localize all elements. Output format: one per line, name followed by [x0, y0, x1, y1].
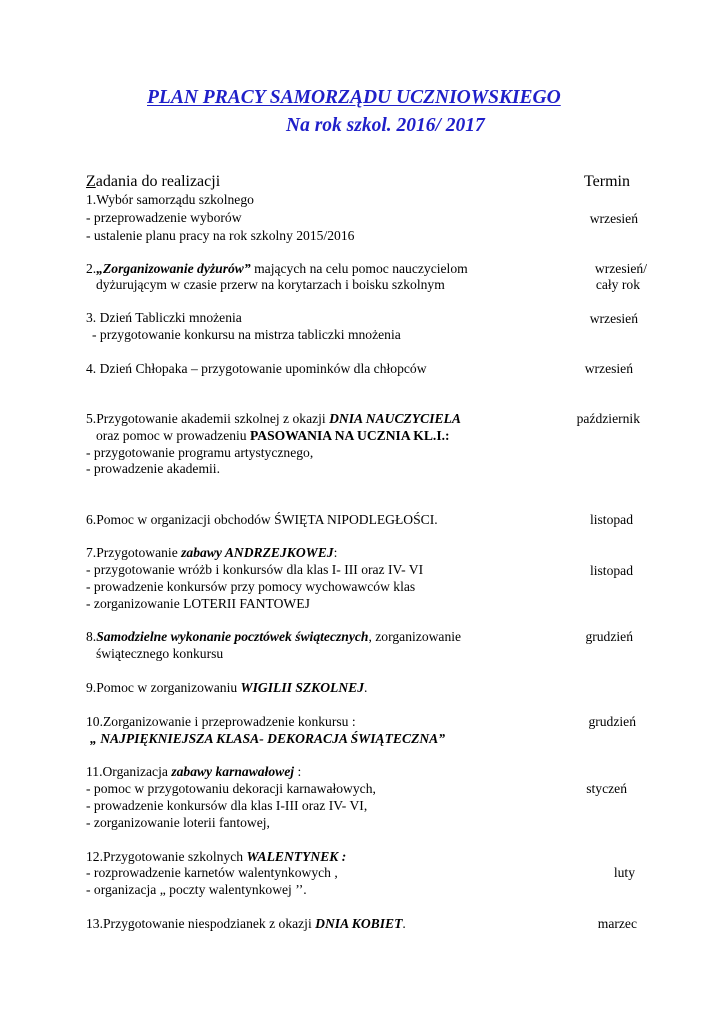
item-7-term: listopad: [589, 563, 633, 578]
item-7-line-2: - przygotowanie wróżb i konkursów dla klas I- III oraz IV- VI: [86, 562, 424, 577]
term-header: Termin: [584, 173, 630, 190]
item-4-term: wrzesień: [584, 361, 633, 376]
page-title: PLAN PRACY SAMORZĄDU UCZNIOWSKIEGO: [147, 87, 561, 108]
item-7-line-1: [86, 545, 337, 561]
item-1-line-2: - przeprowadzenie wyborów: [86, 210, 242, 225]
item-7-post: :: [333, 545, 338, 560]
item-11-text: 11.Organizacja: [86, 764, 172, 779]
item-3-line-1: 3. Dzień Tabliczki mnożenia: [86, 310, 242, 325]
item-8-line-1: [86, 629, 461, 645]
item-12-line-3: - organizacja „ poczty walentynkowej ’’.: [86, 882, 307, 897]
item-7-emphasis: zabawy ANDRZEJKOWEJ: [181, 545, 334, 560]
item-7-text: 7.Przygotowanie: [86, 545, 182, 560]
item-8-emphasis: Samodzielne wykonanie pocztówek świątecznych: [96, 629, 369, 644]
item-2-term-2: cały rok: [595, 277, 640, 292]
item-3-line-2: - przygotowanie konkursu na mistrza tabliczki mnożenia: [92, 327, 401, 342]
item-9-post: .: [364, 680, 368, 695]
item-11-line-3: - prowadzenie konkursów dla klas I-III oraz IV- VI,: [86, 798, 368, 813]
item-11-line-2: - pomoc w przygotowaniu dekoracji karnawałowych,: [86, 781, 376, 796]
tasks-header-rest: adania do realizacji: [95, 173, 221, 190]
item-11-post: :: [294, 764, 302, 779]
item-3-term: wrzesień: [589, 311, 638, 326]
item-2-emphasis: „Zorganizowanie dyżurów”: [96, 261, 251, 276]
item-6-line-1: 6.Pomoc w organizacji obchodów ŚWIĘTA NIPODLEGŁOŚCI.: [86, 512, 438, 527]
item-9-emphasis: WIGILII SZKOLNEJ: [240, 680, 365, 695]
item-12-text: 12.Przygotowanie szkolnych: [86, 849, 247, 864]
item-11-line-1: [86, 764, 301, 780]
tasks-header-initial: Z: [86, 173, 96, 190]
item-5-line-2: [96, 428, 450, 444]
item-5-line-4: - prowadzenie akademii.: [86, 461, 220, 476]
item-13-emphasis: DNIA KOBIET: [315, 916, 403, 931]
item-11-term: styczeń: [586, 781, 627, 796]
item-13-term: marzec: [597, 916, 637, 931]
item-2-line-1: [86, 261, 468, 277]
item-5-emphasis: DNIA NAUCZYCIELA: [329, 411, 461, 426]
item-2-number: 2.: [86, 261, 97, 276]
item-2-rest: mających na celu pomoc nauczycielom: [250, 261, 468, 276]
item-8-number: 8.: [86, 629, 97, 644]
item-5-line-3: - przygotowanie programu artystycznego,: [86, 445, 314, 460]
item-12-line-2: - rozprowadzenie karnetów walentynkowych ,: [86, 865, 338, 880]
item-11-emphasis: zabawy karnawałowej: [171, 764, 295, 779]
item-4-line-1: 4. Dzień Chłopaka – przygotowanie upominków dla chłopców: [86, 361, 427, 376]
item-13-text: 13.Przygotowanie niespodzianek z okazji: [86, 916, 316, 931]
item-1-line-3: - ustalenie planu pracy na rok szkolny 2015/2016: [86, 228, 355, 243]
item-11-line-4: - zorganizowanie loterii fantowej,: [86, 815, 270, 830]
item-8-line-2: świątecznego konkursu: [96, 646, 224, 661]
tasks-header: [86, 174, 220, 190]
item-13-post: .: [402, 916, 406, 931]
item-10-line-1: 10.Zorganizowanie i przeprowadzenie konkursu :: [86, 714, 356, 729]
item-2-line-2: dyżurującym w czasie przerw na korytarzach i boisku szkolnym: [96, 277, 445, 292]
item-1-term: wrzesień: [589, 211, 638, 226]
item-7-line-4: - zorganizowanie LOTERII FANTOWEJ: [86, 596, 310, 611]
item-5-term: październik: [576, 411, 640, 426]
item-5-line-2-bold: PASOWANIA NA UCZNIA KL.I.:: [250, 428, 450, 443]
item-13-line-1: [86, 916, 406, 932]
item-12-term: luty: [613, 865, 635, 880]
item-12-emphasis: WALENTYNEK :: [246, 849, 347, 864]
item-10-term: grudzień: [588, 714, 636, 729]
item-1-line-1: 1.Wybór samorządu szkolnego: [86, 192, 254, 207]
item-5-line-1: [86, 411, 461, 427]
item-8-rest: , zorganizowanie: [368, 629, 462, 644]
item-9-line-1: [86, 680, 367, 696]
item-5-text: 5.Przygotowanie akademii szkolnej z okazji: [86, 411, 330, 426]
page-subtitle: Na rok szkol. 2016/ 2017: [286, 115, 485, 136]
item-12-line-1: [86, 849, 346, 865]
item-2-term-1: wrzesień/: [594, 261, 647, 276]
item-10-line-2: „ NAJPIĘKNIEJSZA KLASA- DEKORACJA ŚWIĄTECZNA”: [90, 731, 446, 746]
item-9-text: 9.Pomoc w zorganizowaniu: [86, 680, 241, 695]
item-6-term: listopad: [589, 512, 633, 527]
item-8-term: grudzień: [585, 629, 633, 644]
item-7-line-3: - prowadzenie konkursów przy pomocy wychowawców klas: [86, 579, 416, 594]
item-5-line-2-text: oraz pomoc w prowadzeniu: [96, 428, 251, 443]
